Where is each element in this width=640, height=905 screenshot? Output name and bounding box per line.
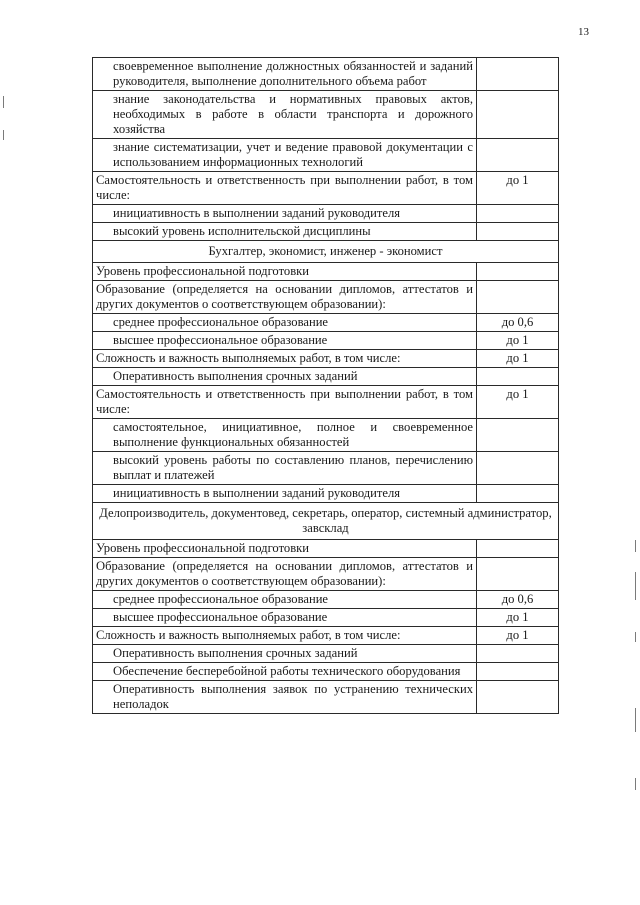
criterion-text: Образование (определяется на основании дипломов, аттестатов и других документов о соответствующем образовании): [93,281,477,314]
scan-margin-mark [635,540,636,552]
criterion-sub-text: знание законодательства и нормативных правовых актов, необходимых в работе в области транспорта и дорожного хозяйства [93,91,477,139]
coefficient-value [477,485,559,503]
coefficient-value: до 0,6 [477,314,559,332]
coefficient-value [477,205,559,223]
criterion-sub-text: самостоятельное, инициативное, полное и своевременное выполнение функциональных обязанностей [93,419,477,452]
section-header-row [93,241,559,263]
section-title: Делопроизводитель, документовед, секретарь, оператор, системный администратор, завсклад [93,503,559,540]
coefficient-value: до 1 [477,172,559,205]
criteria-row [93,386,559,419]
scan-margin-mark [635,632,636,642]
criterion-sub-text: высокий уровень работы по составлению планов, перечислению выплат и платежей [93,452,477,485]
coefficient-value: до 1 [477,350,559,368]
criteria-row [93,139,559,172]
criteria-row [93,540,559,558]
criteria-row [93,368,559,386]
criteria-row [93,591,559,609]
coefficient-value [477,645,559,663]
criterion-sub-text: Оперативность выполнения заявок по устранению технических неполадок [93,681,477,714]
criteria-row [93,314,559,332]
coefficient-value [477,281,559,314]
criterion-sub-text: высшее профессиональное образование [93,609,477,627]
criterion-text: Уровень профессиональной подготовки [93,540,477,558]
criteria-row [93,485,559,503]
coefficient-value [477,263,559,281]
criterion-sub-text: знание систематизации, учет и ведение правовой документации с использованием информационных технологий [93,139,477,172]
criteria-row [93,558,559,591]
criteria-row [93,223,559,241]
criterion-text: Сложность и важность выполняемых работ, в том числе: [93,627,477,645]
criterion-sub-text: Обеспечение бесперебойной работы технического оборудования [93,663,477,681]
criteria-row [93,609,559,627]
section-title: Бухгалтер, экономист, инженер - экономист [93,241,559,263]
criterion-text: Самостоятельность и ответственность при выполнении работ, в том числе: [93,386,477,419]
coefficient-value [477,368,559,386]
criterion-sub-text: инициативность в выполнении заданий руководителя [93,485,477,503]
criterion-text: Образование (определяется на основании дипломов, аттестатов и других документов о соответствующем образовании): [93,558,477,591]
criterion-sub-text: Оперативность выполнения срочных заданий [93,645,477,663]
criteria-table [92,57,559,714]
criteria-row [93,172,559,205]
criteria-row [93,645,559,663]
coefficient-value [477,452,559,485]
criteria-row [93,452,559,485]
coefficient-value [477,540,559,558]
criteria-row [93,205,559,223]
criteria-row [93,627,559,645]
criteria-row [93,419,559,452]
criterion-sub-text: инициативность в выполнении заданий руководителя [93,205,477,223]
scan-margin-mark [635,708,636,732]
criterion-sub-text: среднее профессиональное образование [93,591,477,609]
criterion-text: Уровень профессиональной подготовки [93,263,477,281]
scan-margin-mark [3,130,4,140]
criteria-row [93,663,559,681]
criteria-row [93,58,559,91]
scan-margin-mark [635,572,636,600]
criteria-row [93,91,559,139]
scan-margin-mark [635,778,636,790]
criterion-sub-text: высокий уровень исполнительской дисциплины [93,223,477,241]
coefficient-value [477,681,559,714]
section-header-row [93,503,559,540]
criterion-sub-text: среднее профессиональное образование [93,314,477,332]
criterion-sub-text: Оперативность выполнения срочных заданий [93,368,477,386]
page-number: 13 [578,26,589,38]
criteria-row [93,681,559,714]
coefficient-value [477,223,559,241]
coefficient-value [477,419,559,452]
criterion-sub-text: высшее профессиональное образование [93,332,477,350]
coefficient-value: до 1 [477,609,559,627]
criteria-row [93,263,559,281]
coefficient-value [477,663,559,681]
coefficient-value: до 1 [477,386,559,419]
criteria-row [93,281,559,314]
coefficient-value: до 1 [477,627,559,645]
scan-margin-mark [3,96,4,108]
criteria-row [93,350,559,368]
criterion-sub-text: своевременное выполнение должностных обязанностей и заданий руководителя, выполнение дополнительного объема работ [93,58,477,91]
coefficient-value [477,558,559,591]
coefficient-value [477,139,559,172]
criterion-text: Самостоятельность и ответственность при выполнении работ, в том числе: [93,172,477,205]
coefficient-value [477,58,559,91]
coefficient-value [477,91,559,139]
criteria-row [93,332,559,350]
coefficient-value: до 1 [477,332,559,350]
coefficient-value: до 0,6 [477,591,559,609]
criterion-text: Сложность и важность выполняемых работ, в том числе: [93,350,477,368]
